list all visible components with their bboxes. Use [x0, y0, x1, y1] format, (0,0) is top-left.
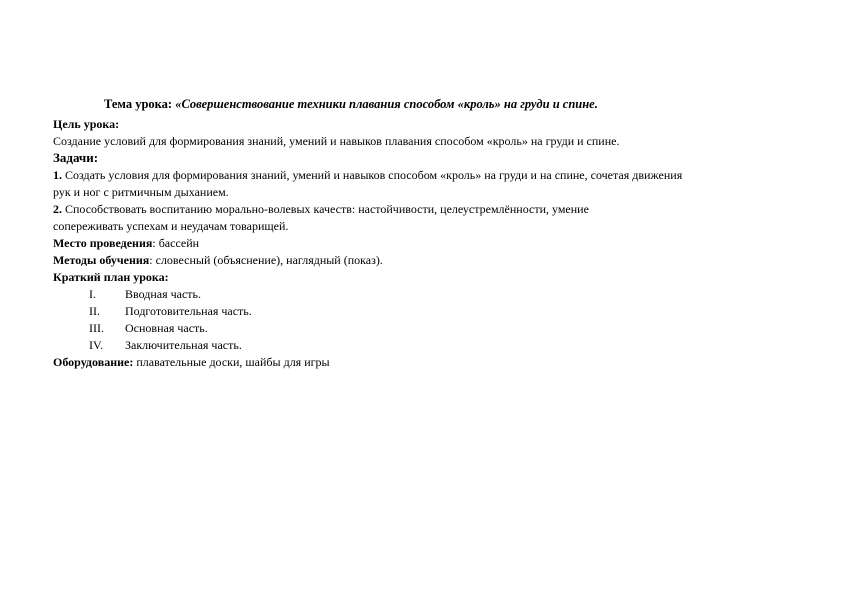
plan-list: [53, 286, 793, 354]
plan-item: [53, 286, 793, 303]
task-item-2-line1: [53, 201, 793, 218]
plan-item-text: Подготовительная часть.: [125, 304, 252, 318]
plan-item-number: II.: [89, 304, 100, 318]
task-item-2-text: Способствовать воспитанию морально-волевых качеств: настойчивости, целеустремлённости, умение: [62, 202, 589, 216]
task-item-1-line1: [53, 167, 793, 184]
plan-item-text: Заключительная часть.: [125, 338, 242, 352]
methods-label: Методы обучения: [53, 253, 150, 267]
venue-text: : бассейн: [152, 236, 200, 250]
methods-line: [53, 252, 793, 269]
plan-item-text: Вводная часть.: [125, 287, 202, 301]
task-item-2-line2: сопереживать успехам и неудачам товарищей.: [53, 219, 289, 233]
plan-item-number: III.: [89, 321, 104, 335]
goal-label: Цель урока:: [53, 117, 120, 131]
venue-line: [53, 235, 793, 252]
equipment-line: [53, 354, 793, 371]
plan-item: [53, 337, 793, 354]
plan-label: Краткий план урока:: [53, 270, 169, 284]
task-item-1-text: Создать условия для формирования знаний, умений и навыков способом «кроль» на груди и на спине, сочетая движения: [62, 168, 683, 182]
equipment-text: плавательные доски, шайбы для игры: [133, 355, 330, 369]
task-item-1-number: 1.: [53, 168, 62, 182]
task-item-2-number: 2.: [53, 202, 62, 216]
methods-text: : словесный (объяснение), наглядный (показ).: [149, 253, 383, 267]
plan-item-text: Основная часть.: [125, 321, 208, 335]
task-item-1-line2: рук и ног с ритмичным дыханием.: [53, 185, 229, 199]
plan-item-number: I.: [89, 287, 96, 301]
venue-label: Место проведения: [53, 236, 153, 250]
document-body: [53, 116, 793, 371]
plan-item: [53, 303, 793, 320]
plan-item-number: IV.: [89, 338, 104, 352]
equipment-label: Оборудование:: [53, 355, 134, 369]
title-prefix: Тема урока:: [104, 97, 176, 111]
goal-text: Создание условий для формирования знаний, умений и навыков плавания способом «кроль» на груди и спине.: [53, 134, 620, 148]
plan-item: [53, 320, 793, 337]
title-topic: «Совершенствование техники плавания способом «кроль» на груди и спине.: [175, 97, 598, 111]
tasks-label: Задачи:: [53, 150, 99, 165]
lesson-title: [104, 96, 804, 112]
